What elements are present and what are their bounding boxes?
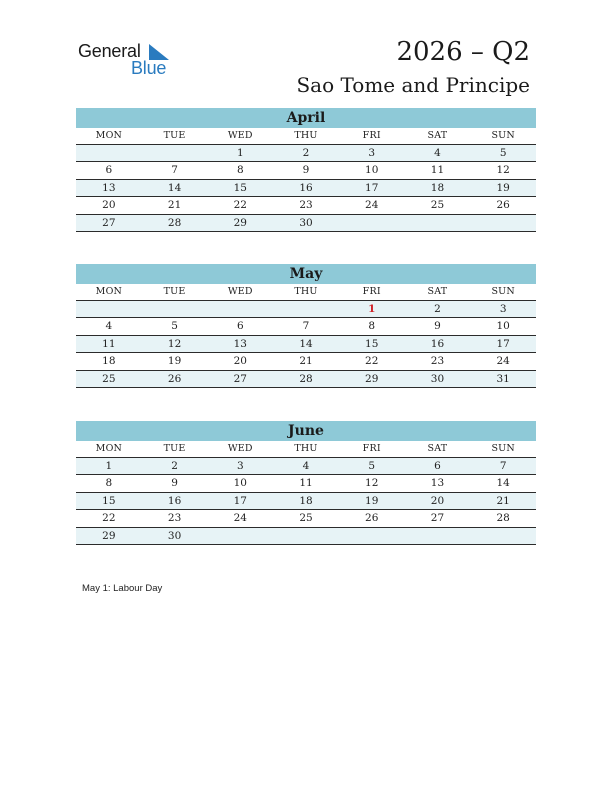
- date-cell: 17: [233, 494, 247, 507]
- date-cell: 29: [102, 529, 116, 542]
- date-cell: 30: [299, 216, 313, 229]
- date-cell: 11: [430, 164, 445, 177]
- week-row: [76, 336, 536, 353]
- date-cell: 19: [167, 355, 182, 368]
- date-cell: 6: [236, 320, 244, 333]
- date-cell: 15: [233, 181, 247, 194]
- empty-date-cell: [405, 215, 471, 231]
- empty-date-cell: [76, 145, 142, 161]
- empty-date-cell: [273, 301, 339, 317]
- date-cell: 6: [105, 164, 113, 177]
- date-cell: 14: [496, 477, 510, 490]
- weekday-label: FRI: [362, 130, 381, 141]
- empty-date-cell: [142, 301, 208, 317]
- date-cell: 2: [434, 303, 441, 315]
- date-cell: 2: [302, 147, 310, 159]
- weekday-label: THU: [294, 130, 318, 141]
- weekday-label: FRI: [362, 286, 381, 297]
- date-cell: 24: [496, 355, 510, 368]
- date-cell: 20: [233, 355, 247, 368]
- date-cell: 3: [499, 303, 507, 315]
- week-row: [76, 528, 536, 545]
- date-cell: 26: [496, 199, 510, 212]
- date-cell: 18: [102, 355, 116, 368]
- date-cell: 4: [105, 320, 113, 333]
- date-cell: 3: [236, 460, 244, 472]
- empty-date-cell: [470, 528, 536, 544]
- date-cell: 21: [167, 199, 182, 212]
- week-row: [76, 510, 536, 527]
- date-cell: 9: [434, 320, 441, 333]
- date-cell: 19: [365, 494, 379, 507]
- month-april: [76, 108, 536, 232]
- date-cell: 22: [102, 512, 116, 525]
- date-cell: 16: [299, 181, 313, 194]
- week-row: [76, 145, 536, 162]
- date-cell: 13: [233, 337, 247, 350]
- date-cell: 30: [430, 372, 445, 385]
- weekday-label: TUE: [163, 443, 186, 454]
- date-cell: 24: [233, 512, 247, 525]
- empty-date-cell: [207, 301, 273, 317]
- empty-date-cell: [207, 528, 273, 544]
- weekday-label: WED: [227, 286, 253, 297]
- date-cell: 16: [430, 337, 445, 350]
- date-cell: 17: [496, 337, 510, 350]
- date-cell: 8: [236, 164, 244, 177]
- week-row: [76, 493, 536, 510]
- date-cell: 14: [299, 337, 313, 350]
- weekday-label: WED: [227, 443, 253, 454]
- week-row: [76, 180, 536, 197]
- date-cell: 15: [102, 494, 116, 507]
- date-cell: 26: [365, 512, 379, 525]
- month-may: [76, 264, 536, 388]
- date-cell: 26: [167, 372, 182, 385]
- date-cell: 11: [102, 337, 116, 350]
- date-cell: 13: [102, 181, 116, 194]
- date-cell: 30: [167, 529, 182, 542]
- week-row: [76, 197, 536, 214]
- date-cell: 19: [496, 181, 510, 194]
- date-cell: 1: [236, 147, 244, 159]
- date-cell: 1: [105, 460, 113, 472]
- weekday-label: SUN: [491, 443, 515, 454]
- date-cell: 8: [105, 477, 113, 490]
- date-cell: 21: [299, 355, 313, 368]
- weekday-label: FRI: [362, 443, 381, 454]
- weekday-header-row: [76, 284, 536, 301]
- date-cell: 23: [167, 512, 182, 525]
- date-cell: 9: [171, 477, 178, 490]
- brand-logo: [78, 41, 188, 81]
- date-cell: 29: [365, 372, 379, 385]
- month-title: April: [76, 108, 536, 128]
- date-cell: 23: [430, 355, 445, 368]
- logo-word-general: General: [78, 41, 141, 61]
- week-row: [76, 371, 536, 388]
- empty-date-cell: [339, 215, 405, 231]
- date-cell: 6: [434, 460, 441, 472]
- date-cell: 23: [299, 199, 313, 212]
- date-cell: 25: [430, 199, 445, 212]
- month-title: May: [76, 264, 536, 284]
- weekday-header-row: [76, 441, 536, 458]
- weekday-label: SUN: [491, 286, 515, 297]
- logo-word-blue: Blue: [131, 58, 167, 78]
- week-row: [76, 162, 536, 179]
- date-cell: 27: [233, 372, 247, 385]
- month-june: [76, 421, 536, 545]
- date-cell: 20: [430, 494, 445, 507]
- date-cell: 15: [365, 337, 379, 350]
- date-cell: 4: [434, 147, 441, 159]
- date-cell: 14: [167, 181, 182, 194]
- date-cell: 25: [102, 372, 116, 385]
- weekday-label: SUN: [491, 130, 515, 141]
- date-cell: 12: [365, 477, 379, 490]
- week-row: [76, 215, 536, 232]
- date-cell: 2: [171, 460, 178, 472]
- date-cell: 11: [299, 477, 313, 490]
- week-row: [76, 475, 536, 492]
- weekday-header-row: [76, 128, 536, 145]
- country-subtitle: Sao Tome and Principe: [296, 73, 530, 97]
- weekday-label: SAT: [427, 443, 448, 454]
- weekday-label: SAT: [427, 286, 448, 297]
- date-cell: 13: [430, 477, 445, 490]
- date-cell: 10: [365, 164, 379, 177]
- date-cell: 7: [499, 460, 507, 472]
- week-row: [76, 301, 536, 318]
- week-row: [76, 318, 536, 335]
- date-cell: 28: [167, 216, 182, 229]
- date-cell: 16: [167, 494, 182, 507]
- weekday-label: MON: [95, 286, 123, 297]
- date-cell: 24: [365, 199, 379, 212]
- date-cell: 31: [496, 372, 510, 385]
- date-cell: 25: [299, 512, 313, 525]
- date-cell: 9: [302, 164, 310, 177]
- holiday-date-cell: 1: [368, 303, 376, 315]
- date-cell: 22: [365, 355, 379, 368]
- empty-date-cell: [339, 528, 405, 544]
- date-cell: 27: [430, 512, 445, 525]
- empty-date-cell: [273, 528, 339, 544]
- date-cell: 5: [499, 147, 507, 159]
- weekday-label: MON: [95, 443, 123, 454]
- date-cell: 20: [102, 199, 116, 212]
- week-row: [76, 458, 536, 475]
- date-cell: 5: [171, 320, 178, 333]
- date-cell: 28: [299, 372, 313, 385]
- date-cell: 29: [233, 216, 247, 229]
- date-cell: 27: [102, 216, 116, 229]
- weekday-label: WED: [227, 130, 253, 141]
- month-title: June: [76, 421, 536, 441]
- date-cell: 22: [233, 199, 247, 212]
- date-cell: 18: [299, 494, 313, 507]
- date-cell: 10: [496, 320, 510, 333]
- weekday-label: THU: [294, 443, 318, 454]
- weekday-label: SAT: [427, 130, 448, 141]
- weekday-label: THU: [294, 286, 318, 297]
- page-title: 2026 – Q2: [396, 37, 530, 67]
- weekday-label: TUE: [163, 130, 186, 141]
- weekday-label: TUE: [163, 286, 186, 297]
- empty-date-cell: [142, 145, 208, 161]
- weekday-label: MON: [95, 130, 123, 141]
- date-cell: 12: [167, 337, 182, 350]
- empty-date-cell: [76, 301, 142, 317]
- date-cell: 28: [496, 512, 510, 525]
- date-cell: 12: [496, 164, 510, 177]
- date-cell: 5: [368, 460, 376, 472]
- date-cell: 21: [496, 494, 510, 507]
- empty-date-cell: [470, 215, 536, 231]
- holiday-notes: [82, 583, 162, 594]
- date-cell: 8: [368, 320, 376, 333]
- date-cell: 7: [302, 320, 310, 333]
- week-row: [76, 353, 536, 370]
- date-cell: 10: [233, 477, 247, 490]
- date-cell: 3: [368, 147, 376, 159]
- empty-date-cell: [405, 528, 471, 544]
- date-cell: 4: [302, 460, 310, 472]
- date-cell: 17: [365, 181, 379, 194]
- date-cell: 7: [171, 164, 178, 177]
- date-cell: 18: [430, 181, 445, 194]
- holiday-note: May 1: Labour Day: [82, 583, 163, 594]
